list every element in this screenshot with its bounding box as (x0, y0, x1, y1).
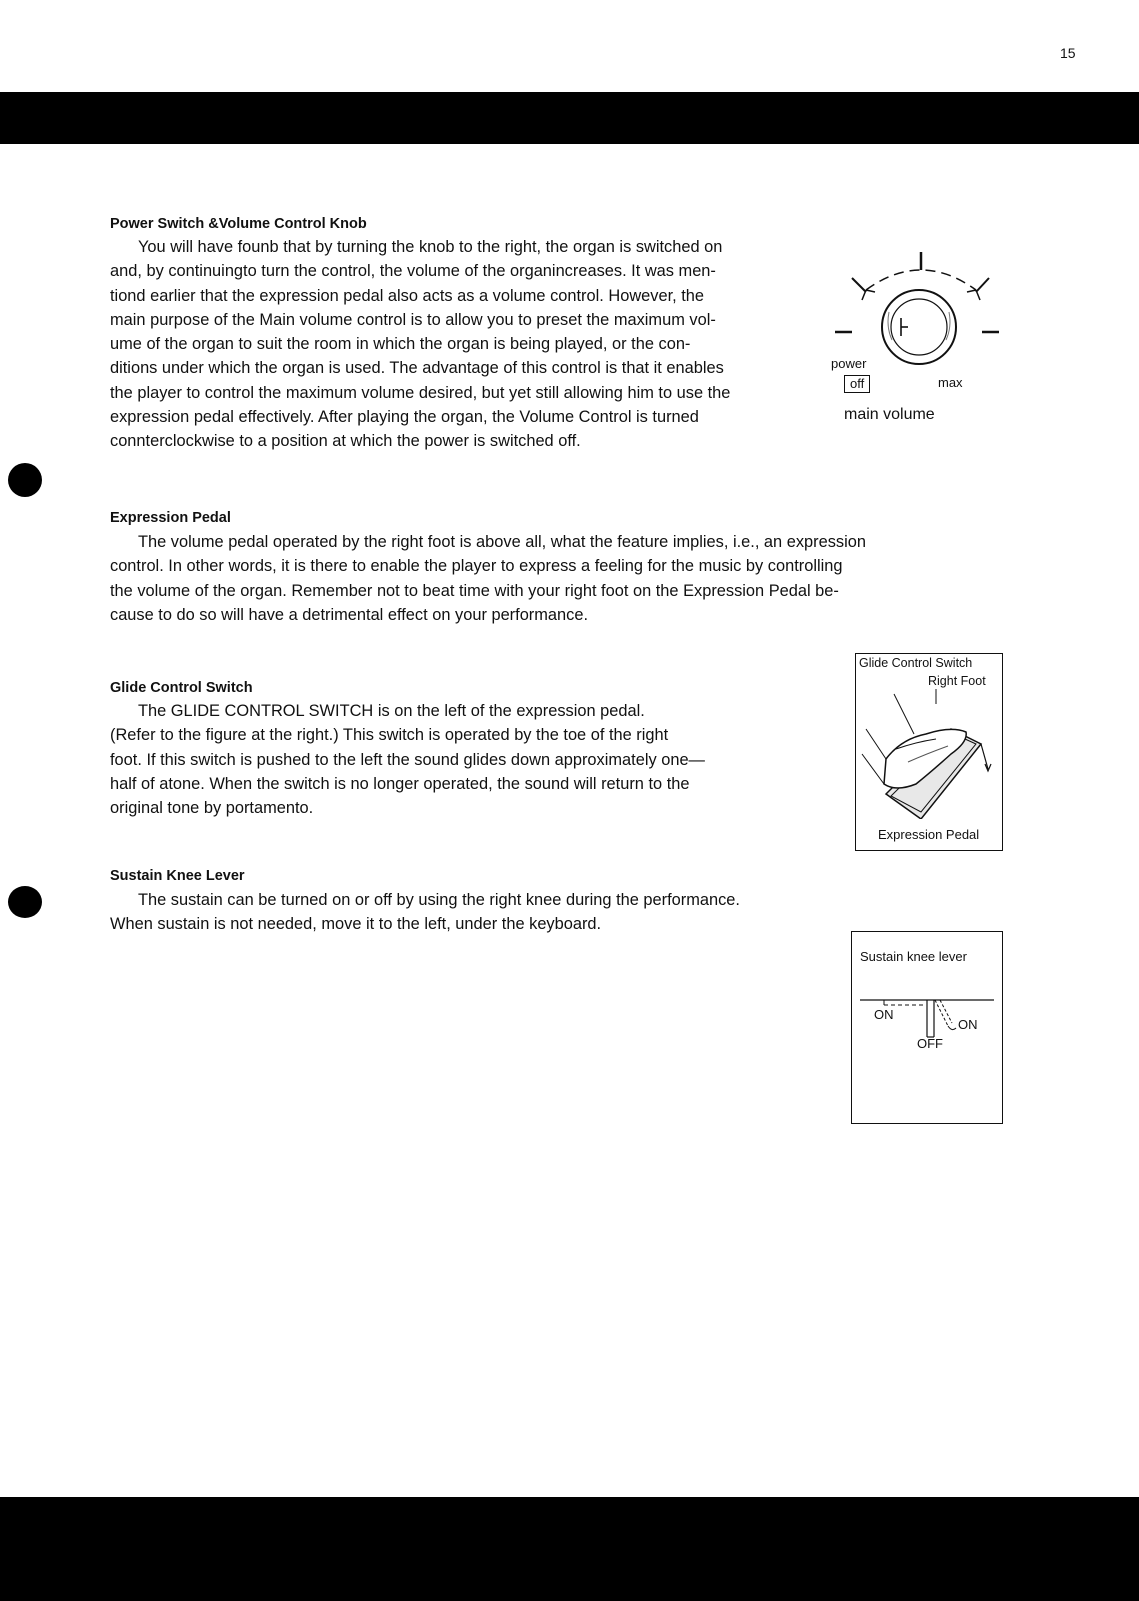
on-right-label: ON (958, 1017, 978, 1032)
knee-lever-figure (851, 931, 1003, 1124)
page-number: 15 (1060, 45, 1076, 61)
sustain-knee-heading: Sustain Knee Lever (110, 868, 245, 884)
glide-control-heading: Glide Control Switch (110, 680, 253, 696)
footer-band (0, 1497, 1139, 1601)
main-volume-caption: main volume (844, 406, 935, 423)
expression-pedal-text: The volume pedal operated by the right foot is above all, what the feature implies, i.e., an expression control. In other words, it is there to enable the player to express a feeling for the music by controlling the volume of the organ. Remember not to beat time with your right foot on the Expression Pedal be- cause to do so will have a detrimental effect on your performance. (110, 533, 866, 624)
power-label: power (831, 356, 867, 371)
power-switch-heading: Power Switch &Volume Control Knob (110, 216, 367, 232)
max-label: max (938, 375, 963, 390)
right-foot-label: Right Foot (928, 674, 986, 688)
glide-pedal-figure (855, 653, 1003, 851)
expression-pedal-heading: Expression Pedal (110, 510, 231, 526)
punch-hole-top (8, 463, 42, 497)
header-band (0, 92, 1139, 144)
power-switch-text: You will have founb that by turning the knob to the right, the organ is switched on and, by continuingto turn the control, the volume of the organincreases. It was men- tiond earlier that the expression pedal also acts as a volume control. However, the main purpose of the Main volume control is to allow you to preset the maximum vol- ume of the organ to suit the room in which the organ is being played, or the con- ditions under which the organ is used. The advantage of this control is that it enables the player to control the maximum volume desired, but yet still allowing him to use the expression pedal effectively. After playing the organ, the Volume Control is turned connterclockwise to a position at which the power is switched off. (110, 238, 731, 451)
off-label: OFF (917, 1036, 943, 1051)
expression-pedal-caption: Expression Pedal (878, 827, 980, 842)
glide-figure-title: Glide Control Switch (859, 656, 973, 670)
off-label: off (844, 375, 870, 393)
on-left-label: ON (874, 1007, 894, 1022)
volume-knob-figure (826, 250, 1016, 440)
pedal-foot-icon (856, 684, 1002, 819)
knee-lever-title: Sustain knee lever (860, 949, 967, 964)
sustain-knee-text: The sustain can be turned on or off by using the right knee during the performance. When sustain is not needed, move it to the left, under the keyboard. (110, 891, 740, 934)
punch-hole-bottom (8, 886, 42, 918)
glide-control-text: The GLIDE CONTROL SWITCH is on the left of the expression pedal. (Refer to the figure at the right.) This switch is operated by the toe of the right foot. If this switch is pushed to the left the sound glides down approximately one— half of atone. When the switch is no longer operated, the sound will return to the original tone by portamento. (110, 702, 705, 818)
